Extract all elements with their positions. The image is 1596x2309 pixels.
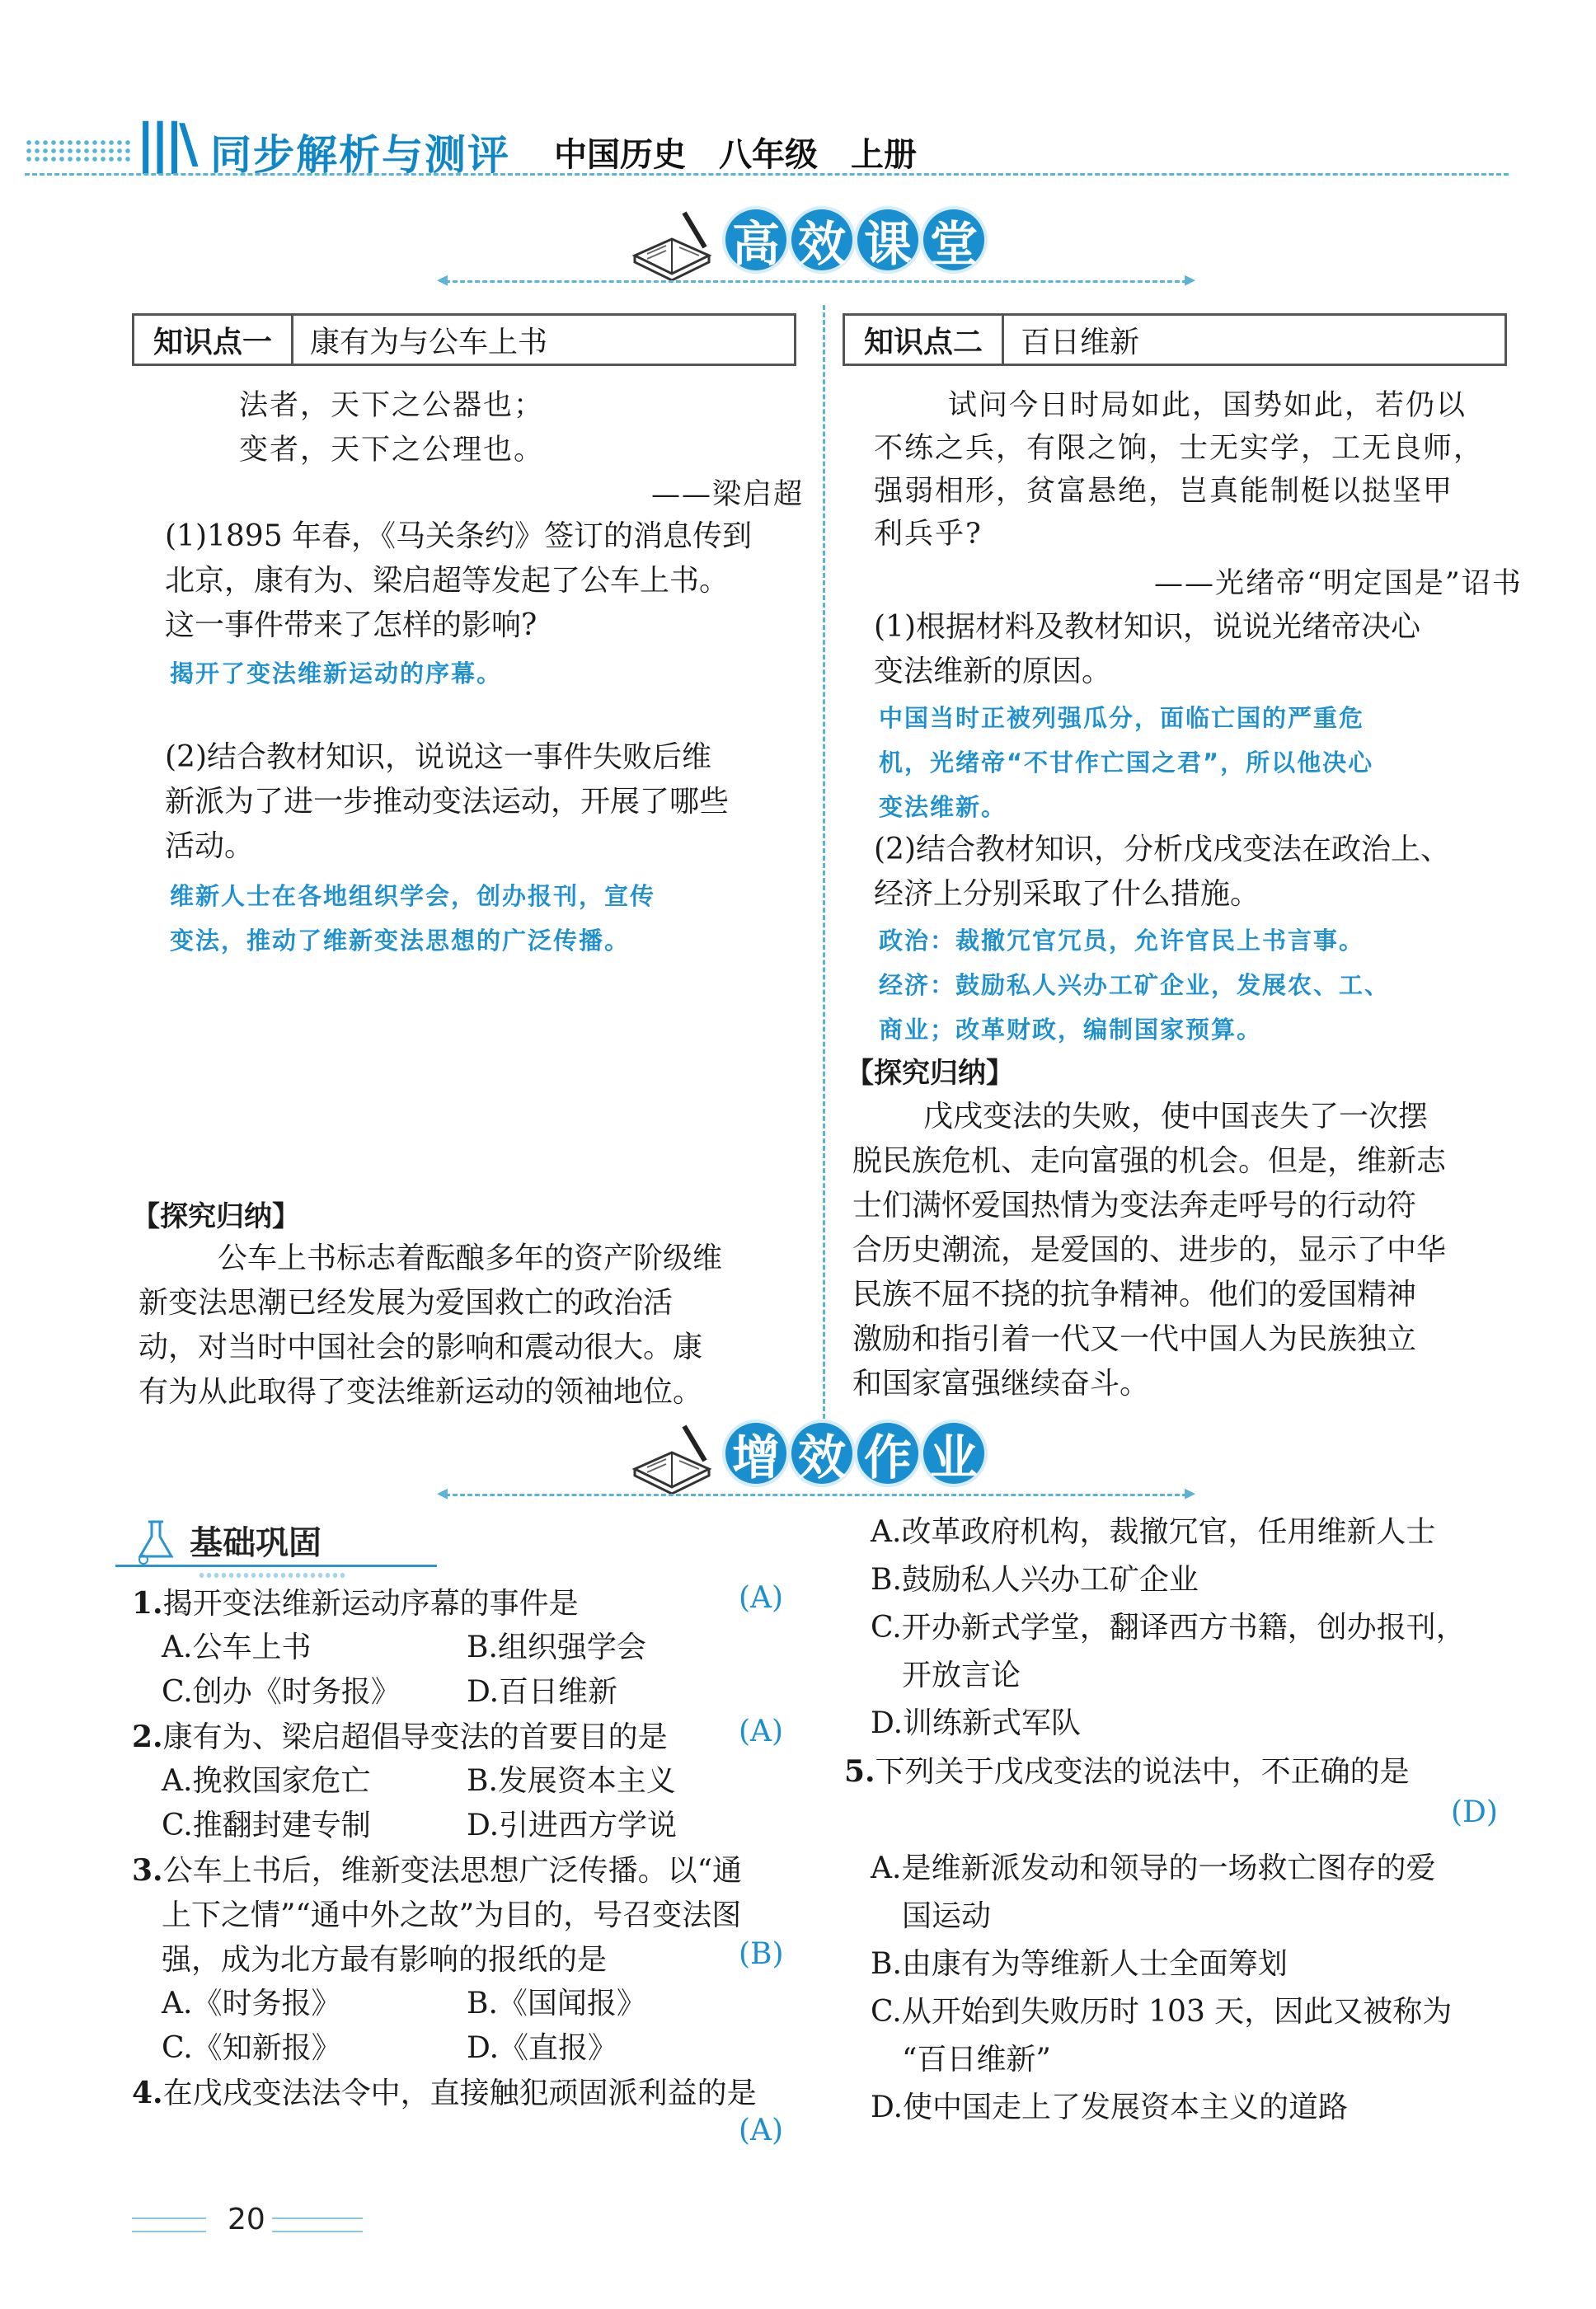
kp1-attribution: ——梁启超 — [651, 478, 805, 511]
question-1 — [132, 1581, 579, 1626]
book-pen-icon — [627, 206, 717, 289]
banner-char: 高 — [725, 209, 786, 270]
header-divider — [25, 173, 1509, 176]
answer-line: 机，光绪帝“不甘作亡国之君”，所以他决心 — [879, 749, 1374, 777]
question-number: 2. — [132, 1720, 163, 1754]
question-4 — [132, 2071, 757, 2116]
q1-option-d: D.百日维新 — [467, 1675, 618, 1709]
banner-char: 效 — [791, 1423, 852, 1484]
book-subtitle: 中国历史 八年级 上册 — [554, 136, 917, 174]
page-number: 20 — [228, 2203, 265, 2236]
basics-title: 基础巩固 — [190, 1524, 322, 1562]
kp2-answer-2 — [879, 918, 1390, 1052]
q4-option-c-cont: 开放言论 — [902, 1659, 1021, 1692]
series-title: 同步解析与测评 — [210, 131, 510, 179]
question-stem: 上下之情”“通中外之故”为目的，号召变法图 — [162, 1898, 742, 1932]
q5-option-b: B.由康有为等维新人士全面筹划 — [871, 1947, 1288, 1981]
text-line: (1)根据材料及教材知识，说说光绪帝决心 — [874, 610, 1420, 644]
question-number: 3. — [132, 1853, 163, 1888]
text-line: 试问今日时局如此，国势如此，若仍以 — [948, 389, 1467, 422]
q5-option-a-cont: 国运动 — [902, 1899, 992, 1933]
q5-option-d: D.使中国走上了发展资本主义的道路 — [871, 2091, 1349, 2124]
banner-dashed-line — [445, 1494, 1187, 1496]
q3-option-a: A.《时务报》 — [162, 1987, 341, 2020]
banner-char: 效 — [791, 209, 852, 270]
kp1-quote-line-1: 法者，天下之公器也； — [239, 389, 545, 422]
banner-char: 业 — [923, 1423, 984, 1484]
basics-dots-decoration — [198, 1571, 346, 1579]
q5-option-a: A.是维新派发动和领导的一场救亡图存的爱 — [871, 1851, 1436, 1885]
q4-option-c: C.开办新式学堂，翻译西方书籍，创办报刊， — [871, 1611, 1466, 1645]
knowledge-point-2-box — [843, 313, 1507, 366]
flask-icon — [132, 1515, 181, 1565]
q5-option-c: C.从开始到失败历时 103 天，因此又被称为 — [871, 1995, 1453, 2029]
basics-underline — [115, 1565, 437, 1567]
q1-answer: (A) — [739, 1581, 784, 1615]
text-line: 士们满怀爱国热情为变法奔走呼号的行动符 — [852, 1189, 1417, 1223]
question-number: 5. — [844, 1754, 875, 1789]
banner-dashed-line — [445, 280, 1187, 283]
kp2-quote — [874, 384, 1517, 556]
q3-answer: (B) — [739, 1937, 784, 1971]
section-banner-classroom — [0, 206, 1596, 297]
answer-line: 变法维新。 — [879, 793, 1007, 821]
kp1-quote-line-2: 变者，天下之公理也。 — [239, 434, 545, 467]
text-line: 活动。 — [165, 829, 255, 863]
column-divider — [823, 305, 825, 1426]
question-stem: 揭开变法维新运动序幕的事件是 — [162, 1587, 579, 1621]
kp2-label: 知识点二 — [845, 316, 1004, 364]
text-line: 这一事件带来了怎样的影响? — [165, 608, 537, 642]
q4-option-d: D.训练新式军队 — [871, 1706, 1082, 1740]
text-line: 不练之兵，有限之饷，士无实学，工无良师， — [874, 432, 1485, 465]
book-pen-icon — [627, 1420, 717, 1502]
question-stem: 康有为、梁启超倡导变法的首要目的是 — [162, 1720, 668, 1754]
question-2 — [132, 1715, 668, 1760]
kp2-question-2 — [874, 828, 1517, 917]
answer-line: 维新人士在各地组织学会，创办报刊，宣传 — [170, 882, 656, 910]
kp1-summary-tag: 【探究归纳】 — [132, 1200, 300, 1233]
banner-char: 课 — [857, 209, 918, 270]
text-line: 动，对当时中国社会的影响和震动很大。康 — [138, 1330, 703, 1364]
q2-option-b: B.发展资本主义 — [467, 1764, 676, 1798]
question-number: 1. — [132, 1586, 163, 1621]
text-line: 戊戌变法的失败，使中国丧失了一次摆 — [923, 1100, 1429, 1133]
kp2-question-1 — [874, 605, 1517, 694]
kp1-summary — [138, 1237, 798, 1415]
knowledge-point-1-box — [132, 313, 796, 366]
books-logo-icon: |||\ — [136, 114, 194, 175]
banner-char: 堂 — [923, 209, 984, 270]
text-line: 强弱相形，贫富悬绝，岂真能制梃以挞坚甲 — [874, 475, 1454, 508]
text-line: (2)结合教材知识，说说这一事件失败后维 — [165, 740, 711, 774]
kp2-summary — [852, 1095, 1512, 1406]
q5-option-c-cont: “百日维新” — [902, 2043, 1051, 2077]
kp1-question-1 — [165, 514, 808, 648]
q3-option-b: B.《国闻报》 — [467, 1987, 646, 2020]
question-stem: 强，成为北方最有影响的报纸的是 — [162, 1943, 608, 1977]
banner-char: 作 — [857, 1423, 918, 1484]
header-dots-decoration — [25, 138, 132, 163]
q4-option-b: B.鼓励私人兴办工矿企业 — [871, 1563, 1199, 1597]
q2-option-c: C.推翻封建专制 — [162, 1809, 371, 1842]
text-line: 北京，康有为、梁启超等发起了公车上书。 — [165, 564, 730, 598]
question-3 — [132, 1848, 808, 1983]
q3-option-d: D.《直报》 — [467, 2031, 618, 2065]
answer-line: 经济：鼓励私人兴办工矿企业，发展农、工、 — [879, 971, 1391, 999]
text-line: (1)1895 年春，《马关条约》签订的消息传到 — [165, 519, 753, 553]
text-line: 和国家富强继续奋斗。 — [852, 1367, 1150, 1401]
question-5 — [844, 1749, 1410, 1795]
text-line: 脱民族危机、走向富强的机会。但是，维新志 — [852, 1144, 1447, 1178]
text-line: 民族不屈不挠的抗争精神。他们的爱国精神 — [852, 1278, 1417, 1312]
answer-line: 政治：裁撤冗官冗员，允许官民上书言事。 — [879, 927, 1365, 955]
kp2-answer-1 — [879, 696, 1373, 829]
q4-answer: (A) — [739, 2114, 784, 2147]
kp1-title: 康有为与公车上书 — [310, 325, 548, 359]
q5-answer: (D) — [1451, 1795, 1498, 1829]
question-stem: 在戊戌变法法令中，直接触犯顽固派利益的是 — [162, 2077, 757, 2110]
kp1-question-2 — [165, 735, 808, 869]
banner-char: 增 — [725, 1423, 786, 1484]
question-stem: 下列关于戊戌变法的说法中，不正确的是 — [875, 1755, 1410, 1789]
section-title-homework — [725, 1423, 984, 1484]
footer-decoration-right — [272, 2217, 363, 2232]
text-line: 经济上分别采取了什么措施。 — [874, 877, 1260, 911]
q1-option-c: C.创办《时务报》 — [162, 1675, 401, 1709]
text-line: (2)结合教材知识，分析戊戌变法在政治上、 — [874, 833, 1450, 866]
text-line: 公车上书标志着酝酿多年的资产阶级维 — [218, 1241, 723, 1275]
answer-line: 商业；改革财政，编制国家预算。 — [879, 1016, 1263, 1044]
answer-line: 中国当时正被列强瓜分，面临亡国的严重危 — [879, 704, 1365, 732]
kp2-summary-tag: 【探究归纳】 — [846, 1057, 1014, 1090]
question-stem: 公车上书后，维新变法思想广泛传播。以“通 — [162, 1854, 742, 1888]
footer-decoration-left — [132, 2217, 206, 2232]
q4-option-a: A.改革政府机构，裁撤冗官，任用维新人士 — [871, 1515, 1436, 1549]
kp2-title: 百日维新 — [1021, 325, 1140, 359]
kp1-label: 知识点一 — [134, 316, 293, 364]
q1-option-b: B.组织强学会 — [467, 1631, 646, 1664]
question-number: 4. — [132, 2076, 163, 2110]
answer-line: 变法，推动了维新变法思想的广泛传播。 — [170, 927, 631, 955]
section-banner-homework — [0, 1420, 1596, 1510]
q1-option-a: A.公车上书 — [162, 1631, 312, 1664]
q2-option-d: D.引进西方学说 — [467, 1809, 678, 1842]
text-line: 利兵乎? — [874, 518, 983, 551]
section-title-classroom — [725, 209, 984, 270]
text-line: 有为从此取得了变法维新运动的领袖地位。 — [138, 1375, 703, 1409]
kp2-attribution: ——光绪帝“明定国是”诏书 — [1154, 567, 1523, 600]
text-line: 合历史潮流，是爱国的、进步的，显示了中华 — [852, 1233, 1447, 1267]
text-line: 变法维新的原因。 — [874, 655, 1112, 688]
text-line: 新派为了进一步推动变法运动，开展了哪些 — [165, 785, 730, 819]
text-line: 新变法思潮已经发展为爱国救亡的政治活 — [138, 1286, 674, 1320]
q2-option-a: A.挽救国家危亡 — [162, 1764, 371, 1798]
q2-answer: (A) — [739, 1715, 784, 1748]
q3-option-c: C.《知新报》 — [162, 2031, 341, 2065]
kp1-answer-2 — [170, 874, 655, 963]
kp1-answer-1: 揭开了变法维新运动的序幕。 — [170, 659, 503, 688]
text-line: 激励和指引着一代又一代中国人为民族独立 — [852, 1322, 1417, 1356]
